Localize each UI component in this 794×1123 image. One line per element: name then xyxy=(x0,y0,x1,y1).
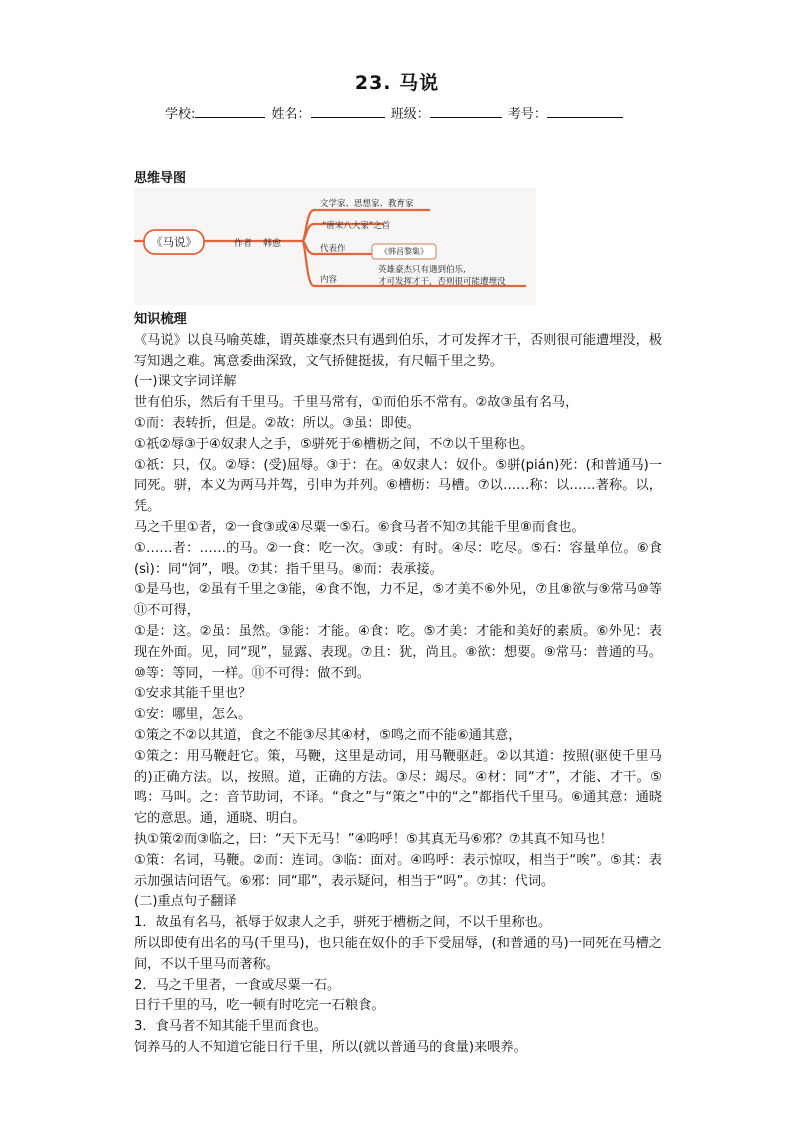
paragraph: 3．食马者不知其能千里而食也。 xyxy=(134,1019,328,1035)
paragraph: 《马说》以良马喻英雄，谓英雄豪杰只有遇到伯乐，才可发挥才干，否则很可能遭埋没，极写知遇之难。寓意委曲深致，文气挢健挺拔，有尺幅千里之势。 xyxy=(134,332,662,369)
name-field[interactable] xyxy=(311,105,385,118)
name-label: 姓名： xyxy=(271,107,311,122)
paragraph: ①而：表转折，但是。②故：所以。③虽：即使。 xyxy=(134,415,421,431)
paragraph: ①策之：用马鞭赶它。策，马鞭，这里是动词，用马鞭驱赶。②以其道：按照(驱使千里马的)正确方法。以，按照。道，正确的方法。③尽：竭尽。④材：同“才”，才能、才干。⑤鸣：马叫。之：音节助词，不译。“食之”与“策之”中的“之”都指代千里马。⑥通其意：通晓它的意思。通，通晓、明白。 xyxy=(134,748,662,827)
school-field[interactable] xyxy=(195,105,265,118)
section-heading: (一)课文字词详解 xyxy=(134,374,237,390)
paragraph: 世有伯乐，然后有千里马。千里马常有，①而伯乐不常有。②故③虽有名马， xyxy=(134,395,579,411)
paragraph: 日行千里的马，吃一顿有时吃完一石粮食。 xyxy=(134,998,385,1014)
paragraph: ①策：名词，马鞭。②而：连词。③临：面对。④呜呼：表示惊叹，相当于“唉”。⑤其：表示加强诘问语气。⑥邪：同“耶”，表示疑问，相当于“吗”。⑦其：代词。 xyxy=(134,852,662,889)
paragraph: ①是：这。②虽：虽然。③能：才能。④食：吃。⑤才美：才能和美好的素质。⑥外见：表现在外面。见，同“现”，显露、表现。⑦且：犹，尚且。⑧欲：想要。⑨常马：普通的马。⑩等：等同，一样。⑪不可得：做不到。 xyxy=(134,623,662,681)
knowledge-section xyxy=(134,310,662,1059)
mindmap-author: 韩愈 xyxy=(263,239,282,249)
mindmap-branch-1: 文学家、思想家、教育家 xyxy=(320,199,414,209)
exam-number-field[interactable] xyxy=(547,105,623,118)
mindmap-rep-label: 代表作 xyxy=(320,244,346,254)
mindmap-content-line-1: 英雄豪杰只有遇到伯乐, xyxy=(378,265,466,275)
paragraph: ①……者：……的马。②一食：吃一次。③或：有时。④尽：吃尽。⑤石：容量单位。⑥食(sì)：同“饲”，喂。⑦其：指千里马。⑧而：表承接。 xyxy=(134,540,662,577)
paragraph: ①是马也，②虽有千里之③能，④食不饱，力不足，⑤才美不⑥外见，⑦且⑧欲与⑨常马⑩等⑪不可得， xyxy=(134,582,662,619)
paragraph: 2．马之千里者，一食或尽粟一石。 xyxy=(134,977,341,993)
mindmap-root: 《马说》 xyxy=(151,235,197,249)
paragraph: 饲养马的人不知道它能日行千里，所以(就以普通马的食量)来喂养。 xyxy=(134,1039,527,1055)
mindmap-author-label: 作者 xyxy=(234,239,253,249)
paragraph: 马之千里①者，②一食③或④尽粟一⑤石。⑥食马者不知⑦其能千里⑧而食也。 xyxy=(134,519,585,535)
class-label: 班级： xyxy=(390,107,430,122)
exam-number-label: 考号： xyxy=(507,107,547,122)
student-info-line xyxy=(165,103,625,122)
mind-map xyxy=(134,188,536,305)
section-heading: (二)重点句子翻译 xyxy=(134,894,237,910)
mindmap-content-label: 内容 xyxy=(320,275,338,285)
mind-map-diagram xyxy=(134,188,536,305)
paragraph: 1．故虽有名马，祇辱于奴隶人之手，骈死于槽枥之间，不以千里称也。 xyxy=(134,915,552,931)
paragraph: ①安：哪里，怎么。 xyxy=(134,707,252,723)
mindmap-rep-work: 《韩昌黎集》 xyxy=(380,247,428,256)
school-label: 学校: xyxy=(165,107,196,122)
knowledge-heading: 知识梳理 xyxy=(134,312,187,327)
page-title: 23. 马说 xyxy=(354,72,440,94)
paragraph: ①祇②辱③于④奴隶人之手，⑤骈死于⑥槽枥之间，不⑦以千里称也。 xyxy=(134,436,534,452)
mindmap-branch-2: “唐宋八大家”之首 xyxy=(322,221,391,231)
paragraph: 执①策②而③临之，曰：“天下无马！”④呜呼！⑤其真无马⑥邪？⑦其真不知马也！ xyxy=(134,831,613,847)
class-field[interactable] xyxy=(430,105,502,118)
mindmap-content-line-2: 才可发挥才干，否则很可能遭埋没 xyxy=(378,277,506,287)
paragraph: 所以即使有出名的马(千里马)，也只能在奴仆的手下受屈辱，(和普通的马)一同死在马槽之间，不以千里马而著称。 xyxy=(134,935,662,972)
mindmap-heading: 思维导图 xyxy=(134,171,187,186)
paragraph: ①安求其能千里也？ xyxy=(134,686,252,702)
paragraph: ①祇：只，仅。②辱：(受)屈辱。③于：在。④奴隶人：奴仆。⑤骈(pián)死：(和普通马)一同死。骈，本义为两马并驾，引申为并列。⑥槽枥：马槽。⑦以……称：以……著称。以，凭。 xyxy=(134,457,662,515)
paragraph: ①策之不②以其道，食之不能③尽其④材，⑤鸣之而不能⑥通其意， xyxy=(134,727,522,743)
